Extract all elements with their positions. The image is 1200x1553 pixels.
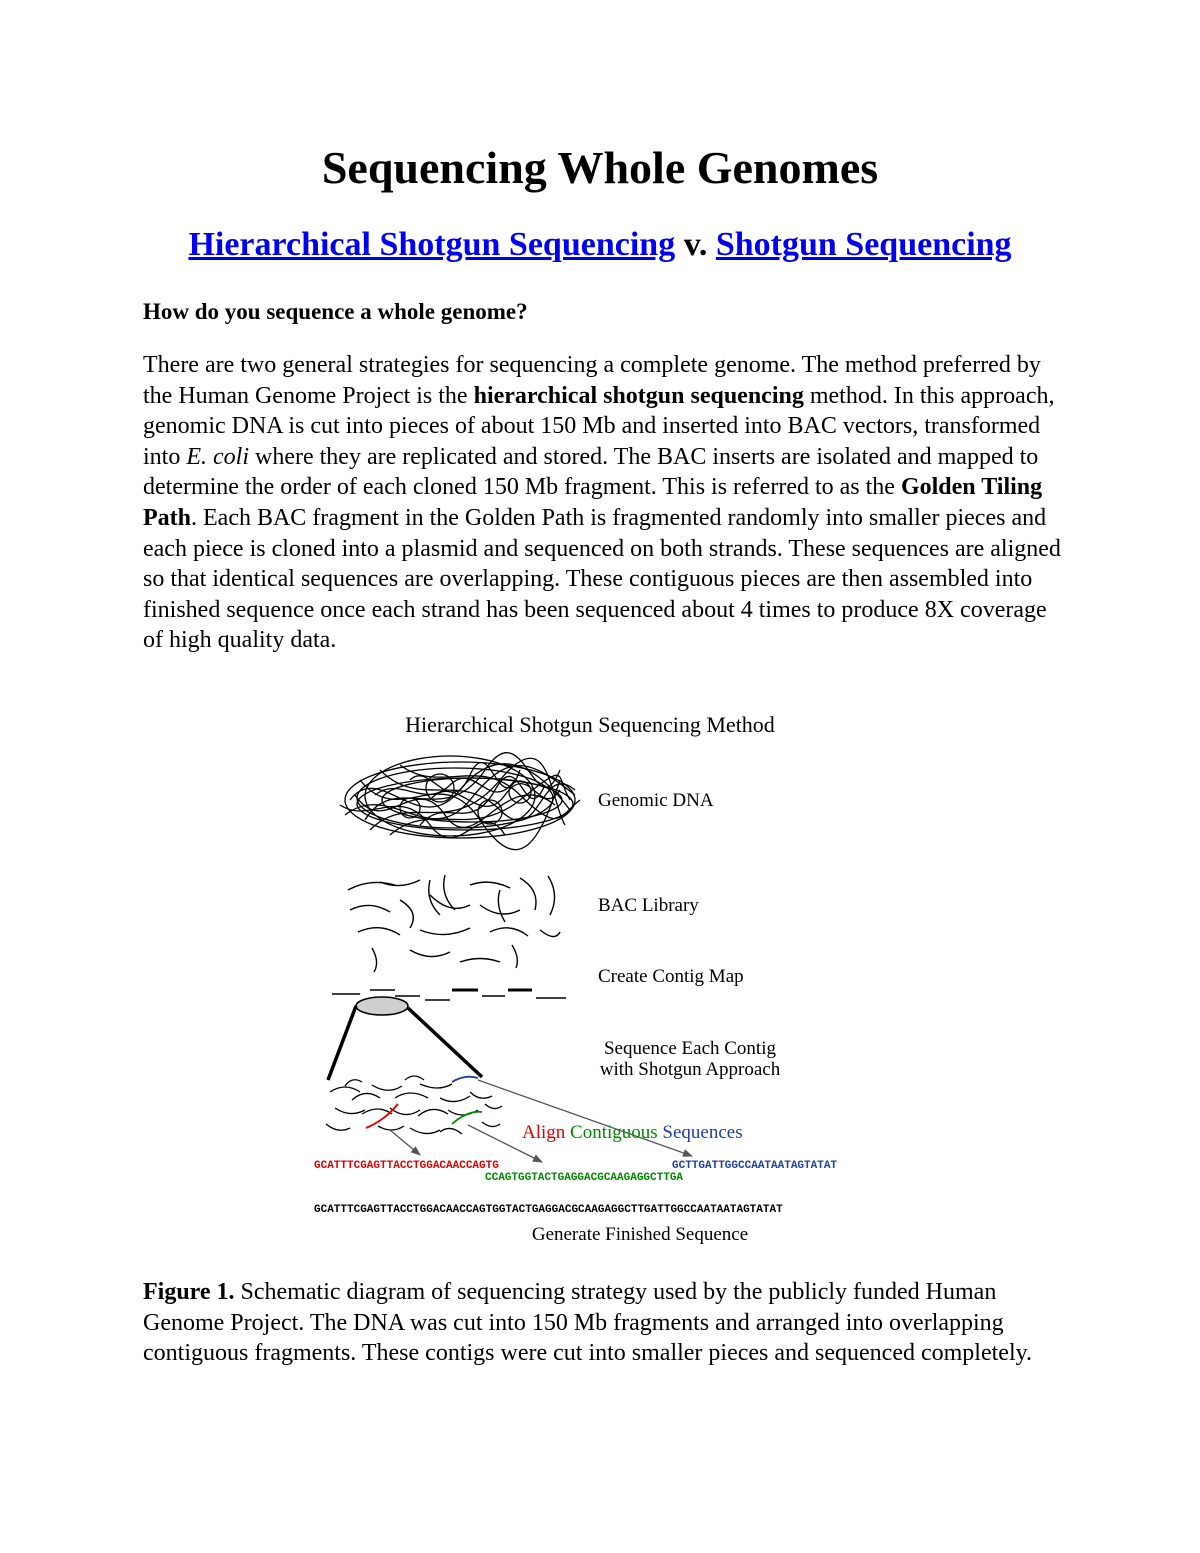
- alignment-arrows: [390, 1080, 692, 1162]
- sequence-blue: GCTTGATTGGCCAATAATAGTATAT: [672, 1160, 838, 1172]
- paragraph-italic-ecoli: E. coli: [186, 443, 249, 470]
- label-sequence-contig-2: with Shotgun Approach: [599, 1059, 781, 1080]
- fragment-blue: [452, 1077, 478, 1082]
- shotgun-fragments: [326, 1076, 502, 1134]
- paragraph-text-2: method. In this approach, genomic DNA is cut into pieces of about 150 Mb and inserted into BAC vectors, transformed into: [143, 382, 1055, 470]
- figure-title: Hierarchical Shotgun Sequencing Method: [405, 712, 775, 737]
- label-bac-library: BAC Library: [598, 895, 699, 916]
- label-create-contig-map: Create Contig Map: [598, 966, 744, 987]
- figure-caption: [143, 1277, 1063, 1369]
- sequence-finished: GCATTTCGAGTTACCTGGACAACCAGTGGTACTGAGGACGCAAGAGGCTTGATTGGCCAATAATAGTATAT: [314, 1204, 783, 1216]
- paragraph-text-1: There are two general strategies for sequencing a complete genome. The method preferred by the Human Genome Project is the: [143, 352, 1041, 409]
- caption-text: Schematic diagram of sequencing strategy used by the publicly funded Human Genome Project. The DNA was cut into 150 Mb fragments and arranged into overlapping contiguous fragments. These contigs were cut into smaller pieces and sequenced completely.: [143, 1279, 1033, 1367]
- sequence-red: GCATTTCGAGTTACCTGGACAACCAGTG: [314, 1160, 499, 1172]
- hierarchical-shotgun-link[interactable]: Hierarchical Shotgun Sequencing: [188, 226, 676, 263]
- bac-library-fragments: [348, 875, 560, 972]
- fragment-red: [366, 1104, 398, 1128]
- align-word-blue: Sequences: [662, 1122, 743, 1143]
- sequencing-figure: [0, 700, 1200, 1260]
- section-question: How do you sequence a whole genome?: [143, 299, 528, 324]
- sequence-green: CCAGTGGTACTGAGGACGCAAGAGGCTTGA: [485, 1172, 684, 1184]
- label-align-sequences: [522, 1122, 743, 1143]
- align-word-green: Contiguous: [570, 1122, 663, 1143]
- label-sequence-contig-1: Sequence Each Contig: [603, 1038, 777, 1059]
- contig-magnifier: [328, 997, 482, 1080]
- paragraph-text-4: . Each BAC fragment in the Golden Path is fragmented randomly into smaller pieces and each piece is cloned into a plasmid and sequenced on both strands. These sequences are aligned so that identical sequences are overlapping. These contiguous pieces are then assembled into finished sequence once each strand has been sequenced about 4 times to produce 8X coverage of high quality data.: [143, 504, 1061, 654]
- subtitle-separator: v.: [675, 226, 716, 263]
- subtitle: [0, 222, 1200, 268]
- shotgun-sequencing-link[interactable]: Shotgun Sequencing: [715, 226, 1012, 263]
- align-word-red: Align: [522, 1122, 571, 1143]
- label-generate-finished: Generate Finished Sequence: [531, 1224, 749, 1245]
- paragraph-text-3: where they are replicated and stored. The BAC inserts are isolated and mapped to determine the order of each cloned 150 Mb fragment. This is referred to as the: [143, 443, 1039, 501]
- label-genomic-dna: Genomic DNA: [598, 790, 714, 811]
- intro-paragraph: [143, 350, 1063, 656]
- page-title: Sequencing Whole Genomes: [321, 142, 879, 193]
- caption-label: Figure 1.: [143, 1279, 235, 1305]
- paragraph-bold-golden-path: Golden Tiling Path: [143, 474, 1043, 531]
- genomic-dna-tangle: [340, 753, 580, 850]
- paragraph-bold-hierarchical: hierarchical shotgun sequencing: [473, 382, 804, 409]
